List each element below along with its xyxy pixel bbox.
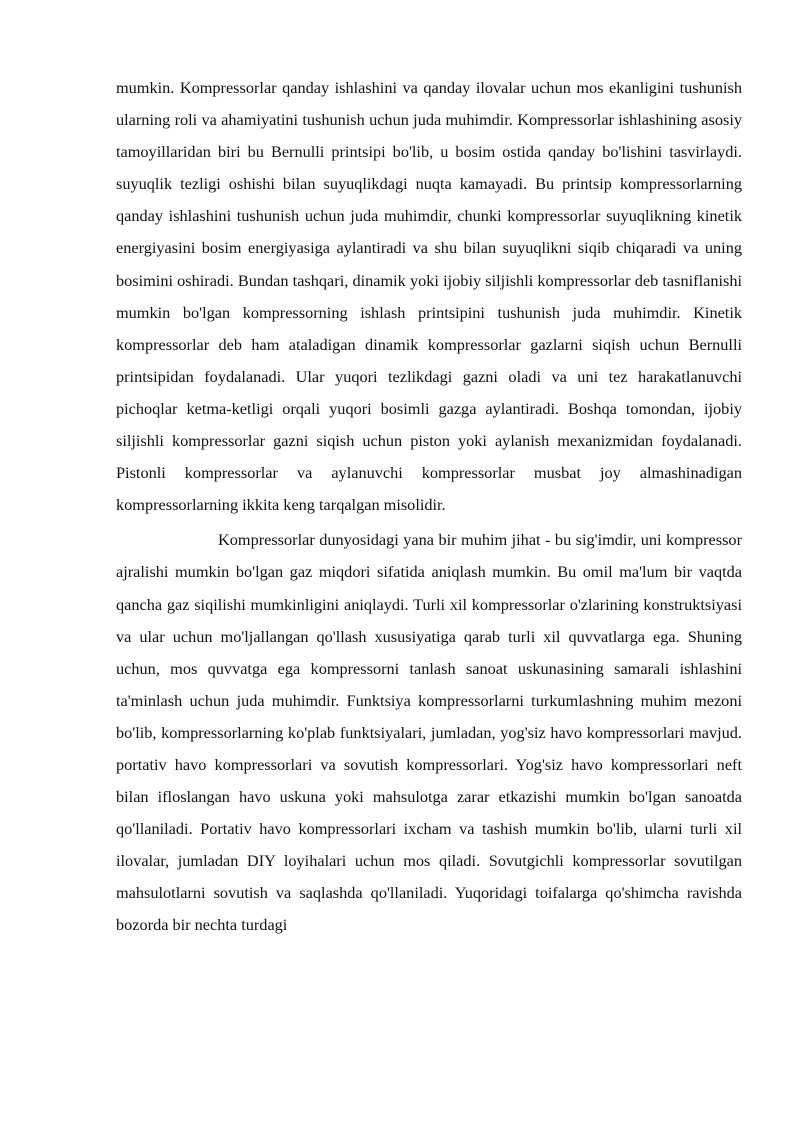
paragraph-compressor-principles: mumkin. Kompressorlar qanday ishlashini va qanday ilovalar uchun mos ekanligini tushunish ularning roli va ahamiyatini tushunish uchun juda muhimdir. Kompressorlar ishlashining asosiy tamoyillaridan biri bu Bernulli printsipi bo'lib, u bosim ostida qanday bo'lishini tasvirlaydi. suyuqlik tezligi oshishi bilan suyuqlikdagi nuqta kamayadi. Bu printsip kompressorlarning qanday ishlashini tushunish uchun juda muhimdir, chunki kompressorlar suyuqlikning kinetik energiyasini bosim energiyasiga aylantiradi va shu bilan suyuqlikni siqib chiqaradi va uning bosimini oshiradi. Bundan tashqari, dinamik yoki ijobiy siljishli kompressorlar deb tasniflanishi mumkin bo'lgan kompressorning ishlash printsipini tushunish juda muhimdir. Kinetik kompressorlar deb ham ataladigan dinamik kompressorlar gazlarni siqish uchun Bernulli printsipidan foydalanadi. Ular yuqori tezlikdagi gazni oladi va uni tez harakatlanuvchi pichoqlar ketma-ketligi orqali yuqori bosimli gazga aylantiradi. Boshqa tomondan, ijobiy siljishli kompressorlar gazni siqish uchun piston yoki aylanish mexanizmidan foydalanadi. Pistonli kompressorlar va aylanuvchi kompressorlar musbat joy almashinadigan kompressorlarning ikkita keng tarqalgan misolidir.: [116, 78, 742, 515]
paragraph-compressor-capacity: Kompressorlar dunyosidagi yana bir muhim jihat - bu sig'imdir, uni kompressor ajralishi mumkin bo'lgan gaz miqdori sifatida aniqlash mumkin. Bu omil ma'lum bir vaqtda qancha gaz siqilishi mumkinligini aniqlaydi. Turli xil kompressorlar o'zlarining konstruktsiyasi va ular uchun mo'ljallangan qo'llash xususiyatiga qarab turli xil quvvatlarga ega. Shuning uchun, mos quvvatga ega kompressorni tanlash sanoat uskunasining samarali ishlashini ta'minlash uchun juda muhimdir. Funktsiya kompressorlarni turkumlashning muhim mezoni bo'lib, kompressorlarning ko'plab funktsiyalari, jumladan, yog'siz havo kompressorlari mavjud. portativ havo kompressorlari va sovutish kompressorlari. Yog'siz havo kompressorlari neft bilan ifloslangan havo uskuna yoki mahsulotga zarar etkazishi mumkin bo'lgan sanoatda qo'llaniladi. Portativ havo kompressorlari ixcham va tashish mumkin bo'lib, ularni turli xil ilovalar, jumladan DIY loyihalari uchun mos qiladi. Sovutgichli kompressorlar sovutilgan mahsulotlarni sovutish va saqlashda qo'llaniladi. Yuqoridagi toifalarga qo'shimcha ravishda bozorda bir nechta turdagi: [116, 530, 742, 935]
document-page: [116, 72, 742, 942]
